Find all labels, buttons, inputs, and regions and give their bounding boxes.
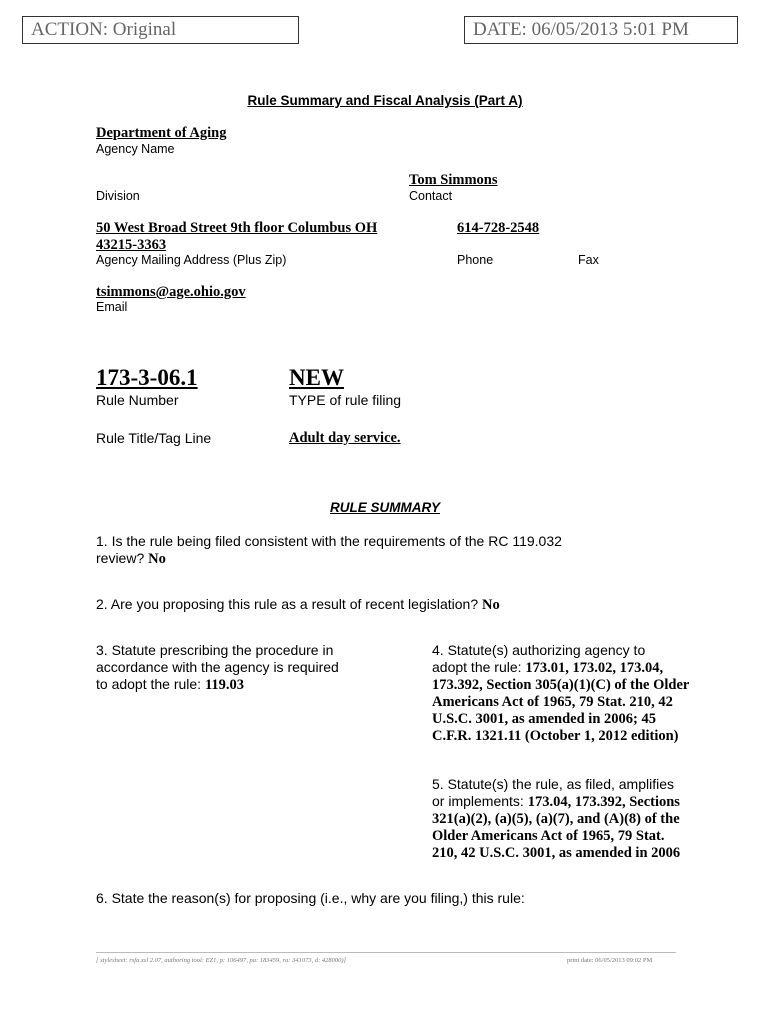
division-label: Division <box>96 189 140 203</box>
question-2: 2. Are you proposing this rule as a result of recent legislation? No <box>96 596 500 613</box>
question-3-answer: 119.03 <box>204 677 245 693</box>
action-box <box>22 16 299 44</box>
question-6: 6. State the reason(s) for proposing (i.e., why are you filing,) this rule: <box>96 890 525 906</box>
question-4: 4. Statute(s) authorizing agency to adopt the rule: 173.01, 173.02, 173.04, 173.392, Section 305(a)(1)(C) of the Older Americans Act of 1965, 79 Stat. 210, 42 U.S.C. 3001, as amended in 2006; 45 C.F.R. 1321.11 (October 1, 2012 edition) <box>432 642 690 744</box>
rule-number-label: Rule Number <box>96 392 179 408</box>
phone-label: Phone <box>457 253 494 267</box>
address-label: Agency Mailing Address (Plus Zip) <box>96 253 287 267</box>
question-1-line2: review? No <box>96 550 166 567</box>
address-line1: 50 West Broad Street 9th floor Columbus OH <box>96 220 378 236</box>
date-label: DATE: 06/05/2013 5:01 PM <box>473 19 689 40</box>
rule-number-value: 173-3-06.1 <box>96 365 198 390</box>
rule-type-value: NEW <box>289 365 344 390</box>
rule-title-value: Adult day service. <box>289 430 401 446</box>
question-2-answer: No <box>482 597 500 613</box>
action-label: ACTION: Original <box>31 19 177 40</box>
footer-stylesheet-info: [ stylesheet: rsfa.xsl 2.07, authoring tool: EZ1, p: 106497, pa: 183459, ra: 341073, d: 428000)] <box>96 957 347 964</box>
rule-type-label: TYPE of rule filing <box>289 392 402 408</box>
date-box <box>464 16 738 44</box>
question-5: 5. Statute(s) the rule, as filed, amplifies or implements: 173.04, 173.392, Sections 321(a)(2), (a)(5), (a)(7), and (A)(8) of the Older Americans Act of 1965, 79 Stat. 210, 42 U.S.C. 3001, as amended in 2006 <box>432 776 681 861</box>
question-1-line1: 1. Is the rule being filed consistent with the requirements of the RC 119.032 <box>96 533 562 549</box>
agency-name-label: Agency Name <box>96 142 175 156</box>
question-3: 3. Statute prescribing the procedure in accordance with the agency is required to adopt the rule: 119.03 <box>96 642 339 693</box>
rule-summary-heading: RULE SUMMARY <box>329 500 440 515</box>
footer-print-date: print date: 06/05/2013 09:02 PM <box>567 957 653 964</box>
contact-label: Contact <box>409 189 453 203</box>
address-line2: 43215-3363 <box>96 237 167 253</box>
phone-value: 614-728-2548 <box>457 220 540 236</box>
footer-divider <box>96 952 676 953</box>
email-label: Email <box>96 300 128 314</box>
fax-label: Fax <box>578 253 599 267</box>
page-title: Rule Summary and Fiscal Analysis (Part A) <box>247 93 523 108</box>
email-value: tsimmons@age.ohio.gov <box>96 284 246 300</box>
contact-value: Tom Simmons <box>409 172 498 188</box>
question-1-answer: No <box>148 551 166 567</box>
agency-name-value: Department of Aging <box>96 125 227 141</box>
question-1 <box>96 533 562 568</box>
rule-title-label: Rule Title/Tag Line <box>96 430 212 446</box>
